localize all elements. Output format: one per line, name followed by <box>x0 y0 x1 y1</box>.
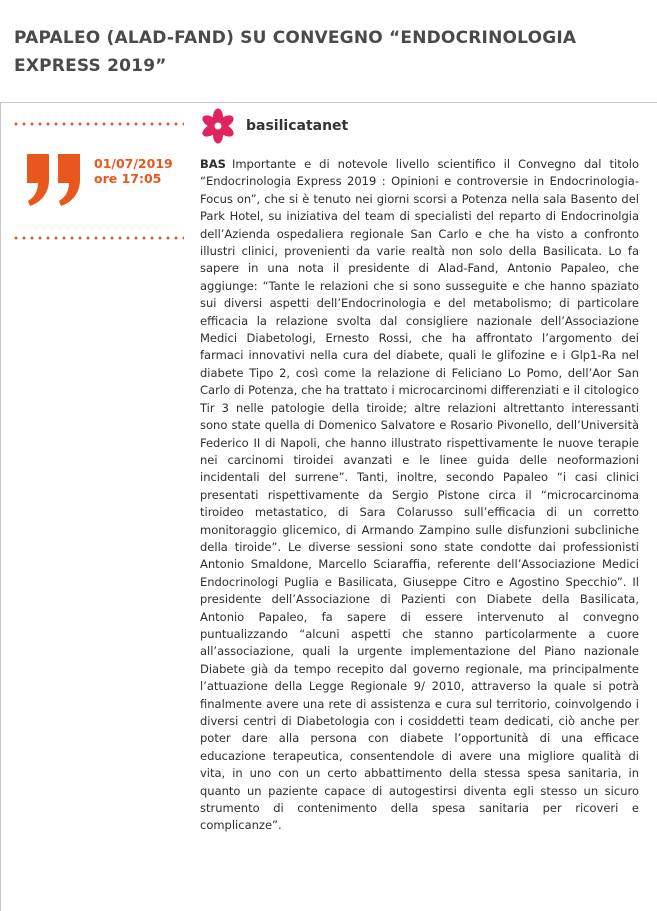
agency-tag: BAS <box>200 157 226 171</box>
article-title: PAPALEO (ALAD-FAND) SU CONVEGNO “ENDOCRINOLOGIA EXPRESS 2019” <box>14 28 577 76</box>
dotted-separator-top <box>12 122 184 126</box>
flower-icon <box>200 108 236 144</box>
dotted-separator-bottom <box>12 236 184 240</box>
source-attribution <box>200 108 348 144</box>
publish-time: ore 17:05 <box>94 171 162 186</box>
publish-date: 01/07/2019 <box>94 156 173 171</box>
quote-icon <box>24 152 86 208</box>
article-body <box>200 156 639 835</box>
publish-datetime <box>94 156 173 186</box>
header-divider <box>0 102 657 103</box>
left-border <box>0 102 1 911</box>
article-body-text: Importante e di notevole livello scientifico il Convegno dal titolo “Endocrinologia Express 2019 : Opinioni e controversie in Endocrinologia-Focus on”, che si è tenuto nei giorni scorsi a Potenza nella sala Basento del Park Hotel, su iniziativa del team di specialisti del reparto di Endocrinolgia dell’Azienda ospedaliera regionale San Carlo e che ha visto a confronto illustri clinici, provenienti da varie realtà non solo della Basilicata. Lo fa sapere in una nota il presidente di Alad-Fand, Antonio Papaleo, che aggiunge: “Tante le relazioni che si sono susseguite e che hanno spaziato sui diversi aspetti dell’Endocrinologia e del metabolismo; di particolare efficacia la relazione svolta dal consigliere nazionale dell’Associazione Medici Diabetologi, Ernesto Rossi, che ha affrontato l’argomento dei farmaci innovativi nella cura del diabete, quali le glifozine e i Glp1-Ra nel diabete Tipo 2, così come la relazione di Feliciano Lo Pomo, dell’Aor San Carlo di Potenza, che ha trattato i microcarcinomi differenziati e il citologico Tir 3 nelle patologie della tiroide; altre relazioni altrettanto interessanti sono state quella di Domenico Salvatore e Rosario Pivonello, dell’Università Federico II di Napoli, che hanno illustrato rispettivamente le nuove terapie nei carcinomi tiroidei avanzati e le linee guida delle neoformazioni incidentali del surrene”. Tanti, inoltre, secondo Papaleo “i casi clinici presentati rispettivamente da Sergio Pistone circa il “microcarcinoma tiroideo metastatico, di Sara Colarusso sull’efficacia di un corretto monitoraggio glicemico, di Armando Zampino sulle disfunzioni subcliniche della tiroide”. Le diverse sessioni sono state condotte dai professionisti Antonio Smaldone, Marcello Sciaraffia, referente dell’Associazione Medici Endocrinologi Puglia e Basilicata, Giuseppe Citro e Agostino Specchio”. Il presidente dell’Associazione di Pazienti con Diabete della Basilicata, Antonio Papaleo, fa sapere di essere intervenuto al convegno puntualizzando “alcuni aspetti che stanno particolarmente a cuore all’associazione, quali la urgente implementazione del Piano nazionale Diabete già da tempo recepito dal governo regionale, ma principalmente l’attuazione della Legge Regionale 9/ 2010, attraverso la quale si potrà finalmente avere una rete di assistenza e cura sul territorio, coinvolgendo i diversi centri di Diabetologia con i cosiddetti team dedicati, ciò anche per poter dare alla persona con diabete l’opportunità di una efficace educazione terapeutica, consentendole di avere una migliore qualità di vita, in uno con un certo abbattimento della stessa spesa sanitaria, in quanto un paziente capace di autogestirsi diventa egli stesso un sicuro strumento di contenimento della spesa sanitaria per ricoveri e complicanze”. <box>200 157 639 833</box>
source-name: basilicatanet <box>246 118 349 134</box>
